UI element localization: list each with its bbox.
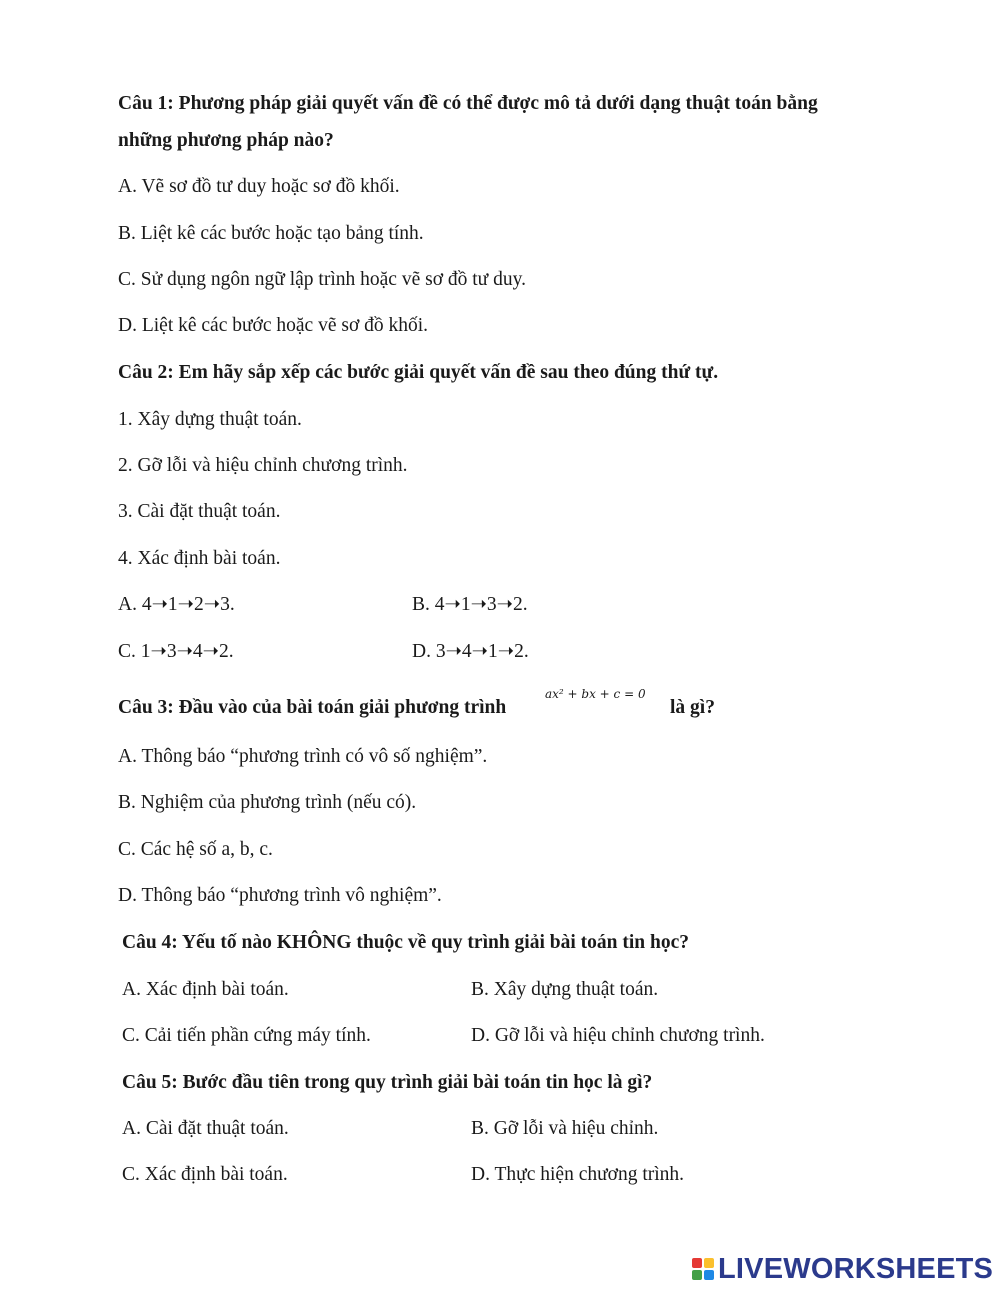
q4-option-c[interactable]: C. Cải tiến phần cứng máy tính. (122, 1025, 371, 1046)
q5-option-a[interactable]: A. Cài đặt thuật toán. (122, 1118, 289, 1139)
q5-option-d[interactable]: D. Thực hiện chương trình. (471, 1164, 685, 1185)
q2-option-b[interactable]: B. 4➝1➝3➝2. (412, 594, 528, 615)
q2-step-3: 3. Cài đặt thuật toán. (118, 501, 281, 522)
q3-option-a[interactable]: A. Thông báo “phương trình có vô số nghiệm”. (118, 746, 488, 767)
logo-text: LIVEWORKSHEETS (718, 1252, 994, 1285)
q4-option-a[interactable]: A. Xác định bài toán. (122, 979, 289, 1000)
q3-option-d[interactable]: D. Thông báo “phương trình vô nghiệm”. (118, 885, 442, 906)
q1-option-d[interactable]: D. Liệt kê các bước hoặc vẽ sơ đồ khối. (118, 315, 429, 336)
q4-option-b[interactable]: B. Xây dựng thuật toán. (471, 979, 659, 1000)
q5-option-c[interactable]: C. Xác định bài toán. (122, 1164, 288, 1185)
q2-step-1: 1. Xây dựng thuật toán. (118, 409, 302, 430)
liveworksheets-logo[interactable] (692, 1254, 993, 1284)
q3-title-start: Câu 3: Đầu vào của bài toán giải phương trình (118, 697, 507, 718)
logo-cubes-icon (692, 1258, 714, 1280)
q2-title: Câu 2: Em hãy sắp xếp các bước giải quyết vấn đề sau theo đúng thứ tự. (118, 362, 719, 383)
q2-step-4: 4. Xác định bài toán. (118, 548, 281, 569)
logo-cube-yellow-icon (704, 1258, 714, 1268)
q1-option-c[interactable]: C. Sử dụng ngôn ngữ lập trình hoặc vẽ sơ đồ tư duy. (118, 269, 526, 290)
q1-title-line2: những phương pháp nào? (118, 130, 334, 151)
logo-cube-green-icon (692, 1270, 702, 1280)
logo-cube-red-icon (692, 1258, 702, 1268)
q1-option-a[interactable]: A. Vẽ sơ đồ tư duy hoặc sơ đồ khối. (118, 176, 400, 197)
q5-title: Câu 5: Bước đầu tiên trong quy trình giải bài toán tin học là gì? (122, 1072, 653, 1093)
q3-option-b[interactable]: B. Nghiệm của phương trình (nếu có). (118, 792, 417, 813)
q3-title-end: là gì? (670, 697, 715, 718)
logo-cube-blue-icon (704, 1270, 714, 1280)
q3-equation: ax² + bx + c = 0 (545, 687, 646, 701)
q2-option-c[interactable]: C. 1➝3➝4➝2. (118, 641, 234, 662)
q3-option-c[interactable]: C. Các hệ số a, b, c. (118, 839, 273, 860)
q5-option-b[interactable]: B. Gỡ lỗi và hiệu chỉnh. (471, 1118, 659, 1139)
q1-option-b[interactable]: B. Liệt kê các bước hoặc tạo bảng tính. (118, 223, 424, 244)
q4-option-d[interactable]: D. Gỡ lỗi và hiệu chỉnh chương trình. (471, 1025, 765, 1046)
q2-step-2: 2. Gỡ lỗi và hiệu chỉnh chương trình. (118, 455, 408, 476)
q1-title-line1: Câu 1: Phương pháp giải quyết vấn đề có thể được mô tả dưới dạng thuật toán bằng (118, 93, 818, 114)
q2-option-d[interactable]: D. 3➝4➝1➝2. (412, 641, 529, 662)
q2-option-a[interactable]: A. 4➝1➝2➝3. (118, 594, 235, 615)
q4-title: Câu 4: Yếu tố nào KHÔNG thuộc về quy trình giải bài toán tin học? (122, 932, 690, 953)
